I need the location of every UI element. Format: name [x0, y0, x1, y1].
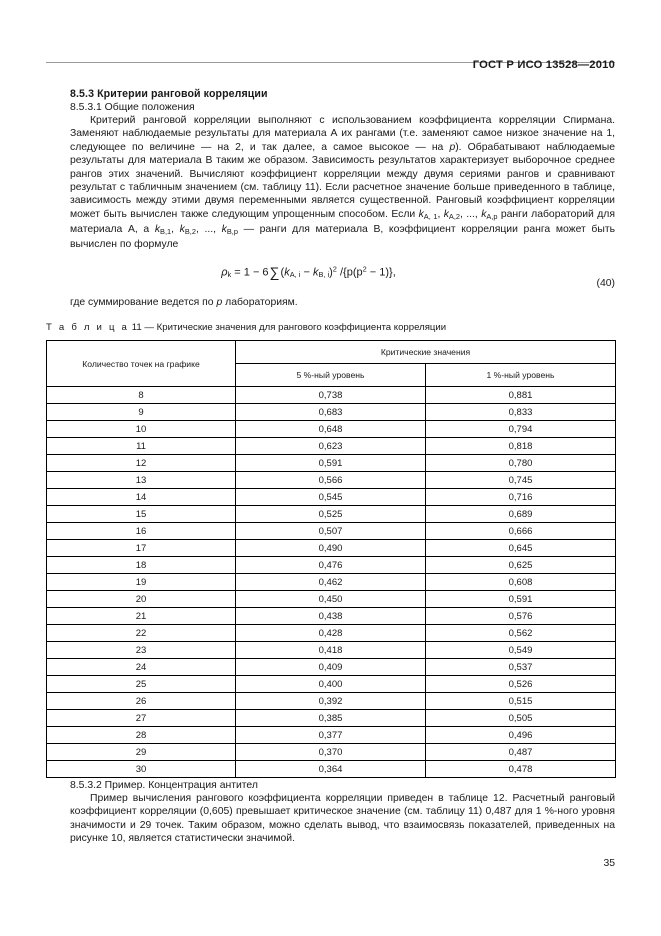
cell-level-1: 0,537	[426, 659, 616, 676]
formula-tail: /{p(p	[336, 266, 363, 279]
cell-points: 14	[47, 489, 236, 506]
formula-kb: k	[312, 266, 319, 279]
table-row	[47, 472, 616, 489]
table-row	[47, 693, 616, 710]
cell-level-5: 0,428	[236, 625, 426, 642]
cell-level-5: 0,438	[236, 608, 426, 625]
cell-level-5: 0,623	[236, 438, 426, 455]
table-row	[47, 489, 616, 506]
cell-level-5: 0,385	[236, 710, 426, 727]
column-header-group-critical-values: Критические значения	[236, 341, 616, 364]
paragraph-text-part2: ). Обрабатывают наблюдаемые результаты для материала В таким же образом. Зависимость результатов характеризует выборочное среднее рангов этих значений. Вычисляют коэффициент корреляции между двумя сериями рангов и сравнивают результат с табличным значением (см. таблицу 11). Если расчетное значение больше приведенного в таблице, зависимость между этими двумя переменными является существенной. Ранговый коэффициент корреляции может быть вычислен также следующим упрощенным способом. Если	[70, 141, 615, 220]
table-row	[47, 676, 616, 693]
cell-level-5: 0,400	[236, 676, 426, 693]
table-row	[47, 591, 616, 608]
table-row	[47, 557, 616, 574]
formula-ka-subscript: A, i	[289, 270, 301, 280]
table-row	[47, 625, 616, 642]
cell-level-5: 0,418	[236, 642, 426, 659]
cell-points: 16	[47, 523, 236, 540]
cell-level-5: 0,392	[236, 693, 426, 710]
rank-correlation-formula	[46, 264, 571, 280]
column-header-level-1: 1 %-ный уровень	[426, 364, 616, 387]
table-row	[47, 608, 616, 625]
rank-symbol-kb2: k	[179, 224, 185, 236]
rank-ellipsis-a: , ...,	[460, 208, 482, 220]
cell-level-5: 0,525	[236, 506, 426, 523]
cell-level-1: 0,689	[426, 506, 616, 523]
section-body	[70, 88, 615, 252]
table-row	[47, 727, 616, 744]
where-note	[70, 297, 298, 308]
table-body	[47, 387, 616, 778]
cell-level-5: 0,683	[236, 404, 426, 421]
cell-points: 29	[47, 744, 236, 761]
where-note-prefix: где суммирование ведется по	[70, 297, 217, 308]
equation-number: (40)	[596, 278, 615, 289]
cell-points: 9	[47, 404, 236, 421]
where-note-symbol: p	[216, 297, 223, 308]
cell-level-1: 0,562	[426, 625, 616, 642]
table-caption-number: 11	[131, 322, 142, 333]
example-section	[70, 780, 615, 846]
cell-level-5: 0,476	[236, 557, 426, 574]
column-header-level-5: 5 %-ный уровень	[236, 364, 426, 387]
clause-heading: 8.5.3 Критерии ранговой корреляции	[70, 88, 268, 100]
rank-subscript-ka1: A, 1	[423, 211, 438, 221]
cell-points: 24	[47, 659, 236, 676]
subclause-heading: 8.5.3.1 Общие положения	[70, 102, 195, 113]
table-row	[47, 404, 616, 421]
cell-level-1: 0,576	[426, 608, 616, 625]
rank-symbol-ka2: k	[443, 208, 449, 220]
cell-points: 23	[47, 642, 236, 659]
example-subclause-heading: 8.5.3.2 Пример. Концентрация антител	[70, 780, 258, 791]
formula-open-paren: (	[280, 266, 285, 279]
cell-points: 8	[47, 387, 236, 404]
page-number: 35	[603, 858, 615, 869]
rank-symbol-kb1: k	[154, 224, 161, 236]
cell-points: 11	[47, 438, 236, 455]
cell-level-1: 0,818	[426, 438, 616, 455]
formula-tail-end: − 1)},	[366, 266, 396, 279]
cell-level-5: 0,377	[236, 727, 426, 744]
rank-subscript-kbp: B,p	[226, 226, 238, 236]
cell-level-1: 0,487	[426, 744, 616, 761]
table-row	[47, 574, 616, 591]
table-row	[47, 438, 616, 455]
cell-level-5: 0,450	[236, 591, 426, 608]
cell-level-5: 0,738	[236, 387, 426, 404]
cell-level-1: 0,496	[426, 727, 616, 744]
table-row	[47, 523, 616, 540]
formula-exponent: 2	[332, 264, 337, 274]
table-caption	[46, 322, 446, 333]
table-row	[47, 642, 616, 659]
cell-level-5: 0,364	[236, 761, 426, 778]
cell-level-5: 0,648	[236, 421, 426, 438]
rank-symbol-ka1: k	[418, 208, 424, 220]
italic-p-symbol: p	[449, 141, 456, 153]
cell-level-5: 0,462	[236, 574, 426, 591]
running-header-standard-title: ГОСТ Р ИСО 13528—2010	[472, 59, 615, 71]
cell-level-1: 0,526	[426, 676, 616, 693]
rank-subscript-kb2: B,2	[184, 226, 196, 236]
rank-subscript-ka2: A,2	[448, 211, 460, 221]
formula-equals-lead: = 1 − 6	[231, 266, 269, 279]
cell-points: 10	[47, 421, 236, 438]
summation-icon: ∑	[269, 264, 280, 280]
cell-level-1: 0,478	[426, 761, 616, 778]
cell-level-1: 0,833	[426, 404, 616, 421]
rank-ellipsis-b: , ...,	[195, 224, 222, 236]
cell-level-5: 0,545	[236, 489, 426, 506]
formula-rho-subscript: k	[227, 270, 232, 280]
where-note-suffix: лабораториям.	[222, 297, 298, 308]
cell-level-1: 0,881	[426, 387, 616, 404]
cell-level-1: 0,591	[426, 591, 616, 608]
table-row	[47, 710, 616, 727]
cell-level-5: 0,591	[236, 455, 426, 472]
cell-level-1: 0,794	[426, 421, 616, 438]
cell-points: 20	[47, 591, 236, 608]
table-caption-text: Критические значения для рангового коэффициента корреляции	[156, 322, 447, 333]
cell-points: 13	[47, 472, 236, 489]
cell-level-1: 0,645	[426, 540, 616, 557]
column-header-points: Количество точек на графике	[47, 341, 236, 387]
paragraph-text-part4: — ранги для материала В, коэффициент корреляции ранга может быть вычислен по формуле	[70, 224, 615, 251]
formula-kb-subscript: B, i	[318, 270, 330, 280]
rank-symbol-kbp: k	[221, 224, 227, 236]
paragraph-text-part3: ранги лабораторий для материала А, а	[70, 208, 615, 236]
cell-level-5: 0,507	[236, 523, 426, 540]
formula-ka: k	[284, 266, 290, 279]
cell-level-1: 0,608	[426, 574, 616, 591]
formula-block	[46, 264, 615, 288]
cell-points: 30	[47, 761, 236, 778]
rank-subscript-kb1: B,1	[160, 226, 172, 236]
cell-level-1: 0,666	[426, 523, 616, 540]
rank-subscript-kap: A,p	[486, 211, 498, 221]
cell-points: 12	[47, 455, 236, 472]
formula-rho: ρ	[221, 266, 228, 279]
cell-level-5: 0,566	[236, 472, 426, 489]
formula-minus: −	[300, 266, 313, 279]
cell-points: 17	[47, 540, 236, 557]
table-row	[47, 421, 616, 438]
table-caption-dash: —	[144, 322, 154, 333]
table-row	[47, 761, 616, 778]
rank-symbol-kap: k	[481, 208, 487, 220]
critical-values-table	[46, 340, 616, 778]
table-row	[47, 506, 616, 523]
cell-points: 27	[47, 710, 236, 727]
paragraph-text-part1: Критерий ранговой корреляции выполняют с использованием коэффициента корреляции Спирмана. Заменяют наблюдаемые результаты для материала А их рангами (т.е. заменяют самое низкое значение на 1, следующее по величине — на 2, и так далее, а самое высокое — на	[70, 115, 615, 153]
cell-level-5: 0,409	[236, 659, 426, 676]
cell-level-1: 0,505	[426, 710, 616, 727]
formula-tail-exponent: 2	[362, 264, 367, 274]
cell-points: 22	[47, 625, 236, 642]
table-header-row-top	[47, 341, 616, 364]
cell-level-1: 0,549	[426, 642, 616, 659]
formula-close-paren: )	[329, 266, 333, 279]
cell-points: 18	[47, 557, 236, 574]
cell-points: 19	[47, 574, 236, 591]
cell-points: 15	[47, 506, 236, 523]
cell-level-1: 0,745	[426, 472, 616, 489]
general-provisions-paragraph: Критерий ранговой корреляции выполняют с использованием коэффициента корреляции Спирмана. Заменяют наблюдаемые результаты для материала А их рангами (т.е. заменяют самое низкое значение на 1, следующее по величине — на 2, и так далее, а самое высокое — на p). Обрабатывают наблюдаемые результаты для материала В таким же образом. Зависимость результатов характеризует выборочное среднее рангов этих значений. Вычисляют коэффициент корреляции между двумя сериями рангов и сравнивают результат с табличным значением (см. таблицу 11). Если расчетное значение больше приведенного в таблице, зависимость между этими двумя переменными является существенной. Ранговый коэффициент корреляции может быть вычислен также следующим упрощенным способом. Если $k_{A, 1}$, $k_{A,2}$, ..., $k_{A,p}$ ранги лабораторий для материала А, а $k_{B,1}$, $k_{B,2}$, ..., $k_{B,p}$ — ранги для материала В, коэффициент корреляции ранга может быть вычислен по формуле	[70, 115, 615, 251]
table-row	[47, 659, 616, 676]
cell-level-5: 0,490	[236, 540, 426, 557]
cell-level-1: 0,716	[426, 489, 616, 506]
cell-level-1: 0,515	[426, 693, 616, 710]
example-paragraph: Пример вычисления рангового коэффициента корреляции приведен в таблице 12. Расчетный ранговый коэффициент корреляции (0,605) превышает критическое значение (см. таблицу 11) 0,487 для 1 %-ного уровня значимости и 29 точек. Таким образом, можно сделать вывод, что взаимосвязь показателей, приведенных на рисунке 10, является статистически значимой.	[70, 793, 615, 845]
table-head	[47, 341, 616, 387]
table-row	[47, 540, 616, 557]
cell-level-1: 0,780	[426, 455, 616, 472]
cell-level-5: 0,370	[236, 744, 426, 761]
cell-points: 28	[47, 727, 236, 744]
cell-points: 25	[47, 676, 236, 693]
cell-level-1: 0,625	[426, 557, 616, 574]
table-caption-label: Т а б л и ц а	[46, 322, 130, 333]
cell-points: 26	[47, 693, 236, 710]
cell-points: 21	[47, 608, 236, 625]
table-row	[47, 455, 616, 472]
table-row	[47, 744, 616, 761]
table-row	[47, 387, 616, 404]
